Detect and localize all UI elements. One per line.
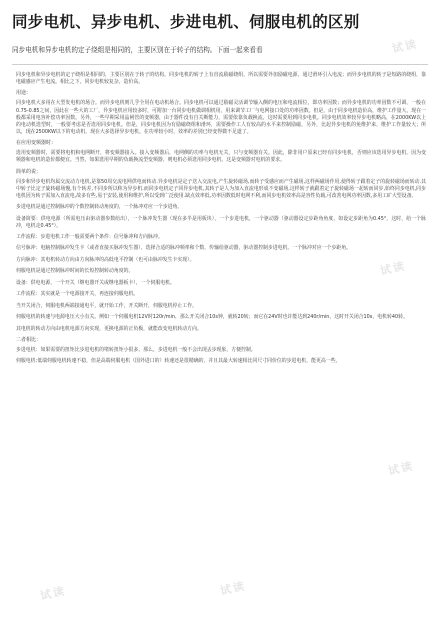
paragraph: 步进电机是通过控制脉冲的个数控制转动角度的，一个脉冲对应一个步进角。 [16, 204, 183, 211]
divider [12, 64, 428, 65]
paragraph: 当开关闭合，伺服电机两端接通电平，就开始工作，开关断开，伺服电机停止工作。 [16, 302, 197, 309]
watermark: 试读 [387, 459, 416, 478]
paragraph: 伺服电机是通过控制脉冲时间的长短控制转动角度的。 [16, 268, 134, 275]
paragraph: 工作流程：其实就是一个电源接开关，再连接伺服电机。 [16, 291, 139, 298]
intro-text: 同步电机和异步电机的定子绕组是相同的，主要区别在于转子的结构。下面一起来看看 [12, 46, 263, 54]
paragraph: 设备：供电电源，一个开关（继电器开关或继电器板卡），一个伺服电机。 [16, 279, 175, 286]
section-heading: 二者相比： [16, 336, 42, 343]
section-heading: 简单的说： [16, 168, 42, 175]
document-title: 同步电机、异步电机、步进电机、伺服电机的区别 [12, 13, 360, 31]
paragraph: 其电机的转动方向由电机电源方向实现，更换电源的正负极，就能改变电机转动方向。 [16, 325, 202, 332]
watermark: 试读 [379, 259, 408, 278]
paragraph: 同步和异步电机均属交流动力电机,是靠50周交流电网供电而转动.异步电机是定子送入交流电,产生旋转磁场,而转子受感应而产生磁场,这样两磁场作用,使得转子跟着定子的旋转磁场而转动.其中转子比定子旋转磁场慢,有个转差,不同步所以称为异步机.而同步电机定子同异步电机,其转子是人为加入直流电形成不变磁场,这样转子就跟着定子旋转磁场一起转而同步,始终同步电机,同步电机因为转子需加入直流电,故多有些,易于安装,使用和维护,所以受到广泛使用.缺点效率低,功率因数低时电网不利,而同步电机效率高是容性负载,可改善电网功率因数,多用工矿大型设备。 [16, 178, 426, 199]
watermark: 试读 [39, 584, 68, 603]
paragraph: 同步电机和异步电机的定子绕组是相同的，主要区别在于转子的结构。同步电机的转子上有直流励磁绕组，所以需要外加励磁电源，通过滑环引入电流；而异步电机的转子是短路的绕组，靠电磁感应产生电流。相比之下，同步电机较复杂，造价高。 [16, 72, 426, 86]
paragraph: 同步电机大多用在大型发电机的场合。而异步电机则几乎全用在电动机场合。同步电机可以通过励磁灵活调节输入侧的电压和电流相位，即功率因数；而异步电机的功率因数不可调，一般在0.75-0.85之间，因此在一些大的工厂，异步电机应用较多时，可附加一台同步电机做调相机用，用来调节工厂与电网接口处的功率因数。但是，由于同步电机造价高，维护工作量大，现在一般都采用电容补偿功率因数。另外，一些早期采用晶闸管的变频器，由于器件没有自关断能力，需要依靠负载换流，这时需要用到同步电机。同步电机效率较异步电机略高，在2000KW以上的电动机选型时，一般要考虑是否选用同步电机。但是，同步电机因为有励磁绕组和滑环，需要操作工人有较高的水平来控制励磁，另外，比起异步电机的免维护来，维护工作量较大；所以，现在2500KW以下的电动机，现在大多选择异步电机。在功率较小时，效率的差别已经变得微不足道了。 [16, 100, 426, 135]
document-body [16, 72, 426, 370]
section-heading: 用途： [16, 90, 32, 97]
section-heading: 在应用变频器时： [16, 140, 57, 147]
watermark: 试读 [391, 37, 420, 56]
paragraph: 设备简要：供电电源（所需电压由驱动器参数给出），一个脉冲发生器（现在多半是用板块），一个步进电机，一个驱动器（驱动器设定步距角角度，如设定步距角为0.45°，这时，给一个脉冲，电机走0.45°）。 [16, 215, 426, 229]
paragraph: 方向脉冲：其电机转动方向由方向脉冲的高低电平控制（也可由脉冲发生卡实现）。 [16, 256, 195, 263]
paragraph: 选用变频器时，需要将电机和电网断开，将变频器接入。接入变频器后，电网侧的功率与电机无关，只与变频器有关。因此，除非用户原来已经有同步电机，否则应该选用异步电机，因为变频器和电机的造价都便宜。当然，如果选用早期的负载换流型变频器，则电机必须选用同步电机，这是变频器对电机的要求。 [16, 150, 426, 164]
paragraph: 伺服电机的转速与电源电压大小有关。例如一个伺服电机12V时120r/min，那么开关闭合10s钟，就转20转；而它在24V时也许能达到240r/min，这时开关闭合10s，电机转40转。 [16, 314, 408, 321]
paragraph: 信号脉冲：电脑控制脉冲发生卡（或者直接买脉冲发生器），选择合适的脉冲频率和个数，传输给驱动器，驱动器控制步进电机，一个脉冲对应一个步距角。 [16, 245, 352, 252]
paragraph: 步进电机：如果需要的扭矩比步进电机的堵转扭矩小很多，那么，步进电机一般不会出现丢步现象，方便控制。 [16, 346, 256, 353]
watermark: 试读 [219, 579, 248, 598]
paragraph: 伺服电机:低端伺服电机转速不稳，但是高端伺服电机（国外进口的）转速还是很精确的，并且其最大转速相比同尺寸同价位的步进电机，能更高一些。 [16, 358, 341, 365]
paragraph: 工作流程：步进电机工作一般需要两个条件：信号脉冲和方向脉冲。 [16, 234, 163, 241]
